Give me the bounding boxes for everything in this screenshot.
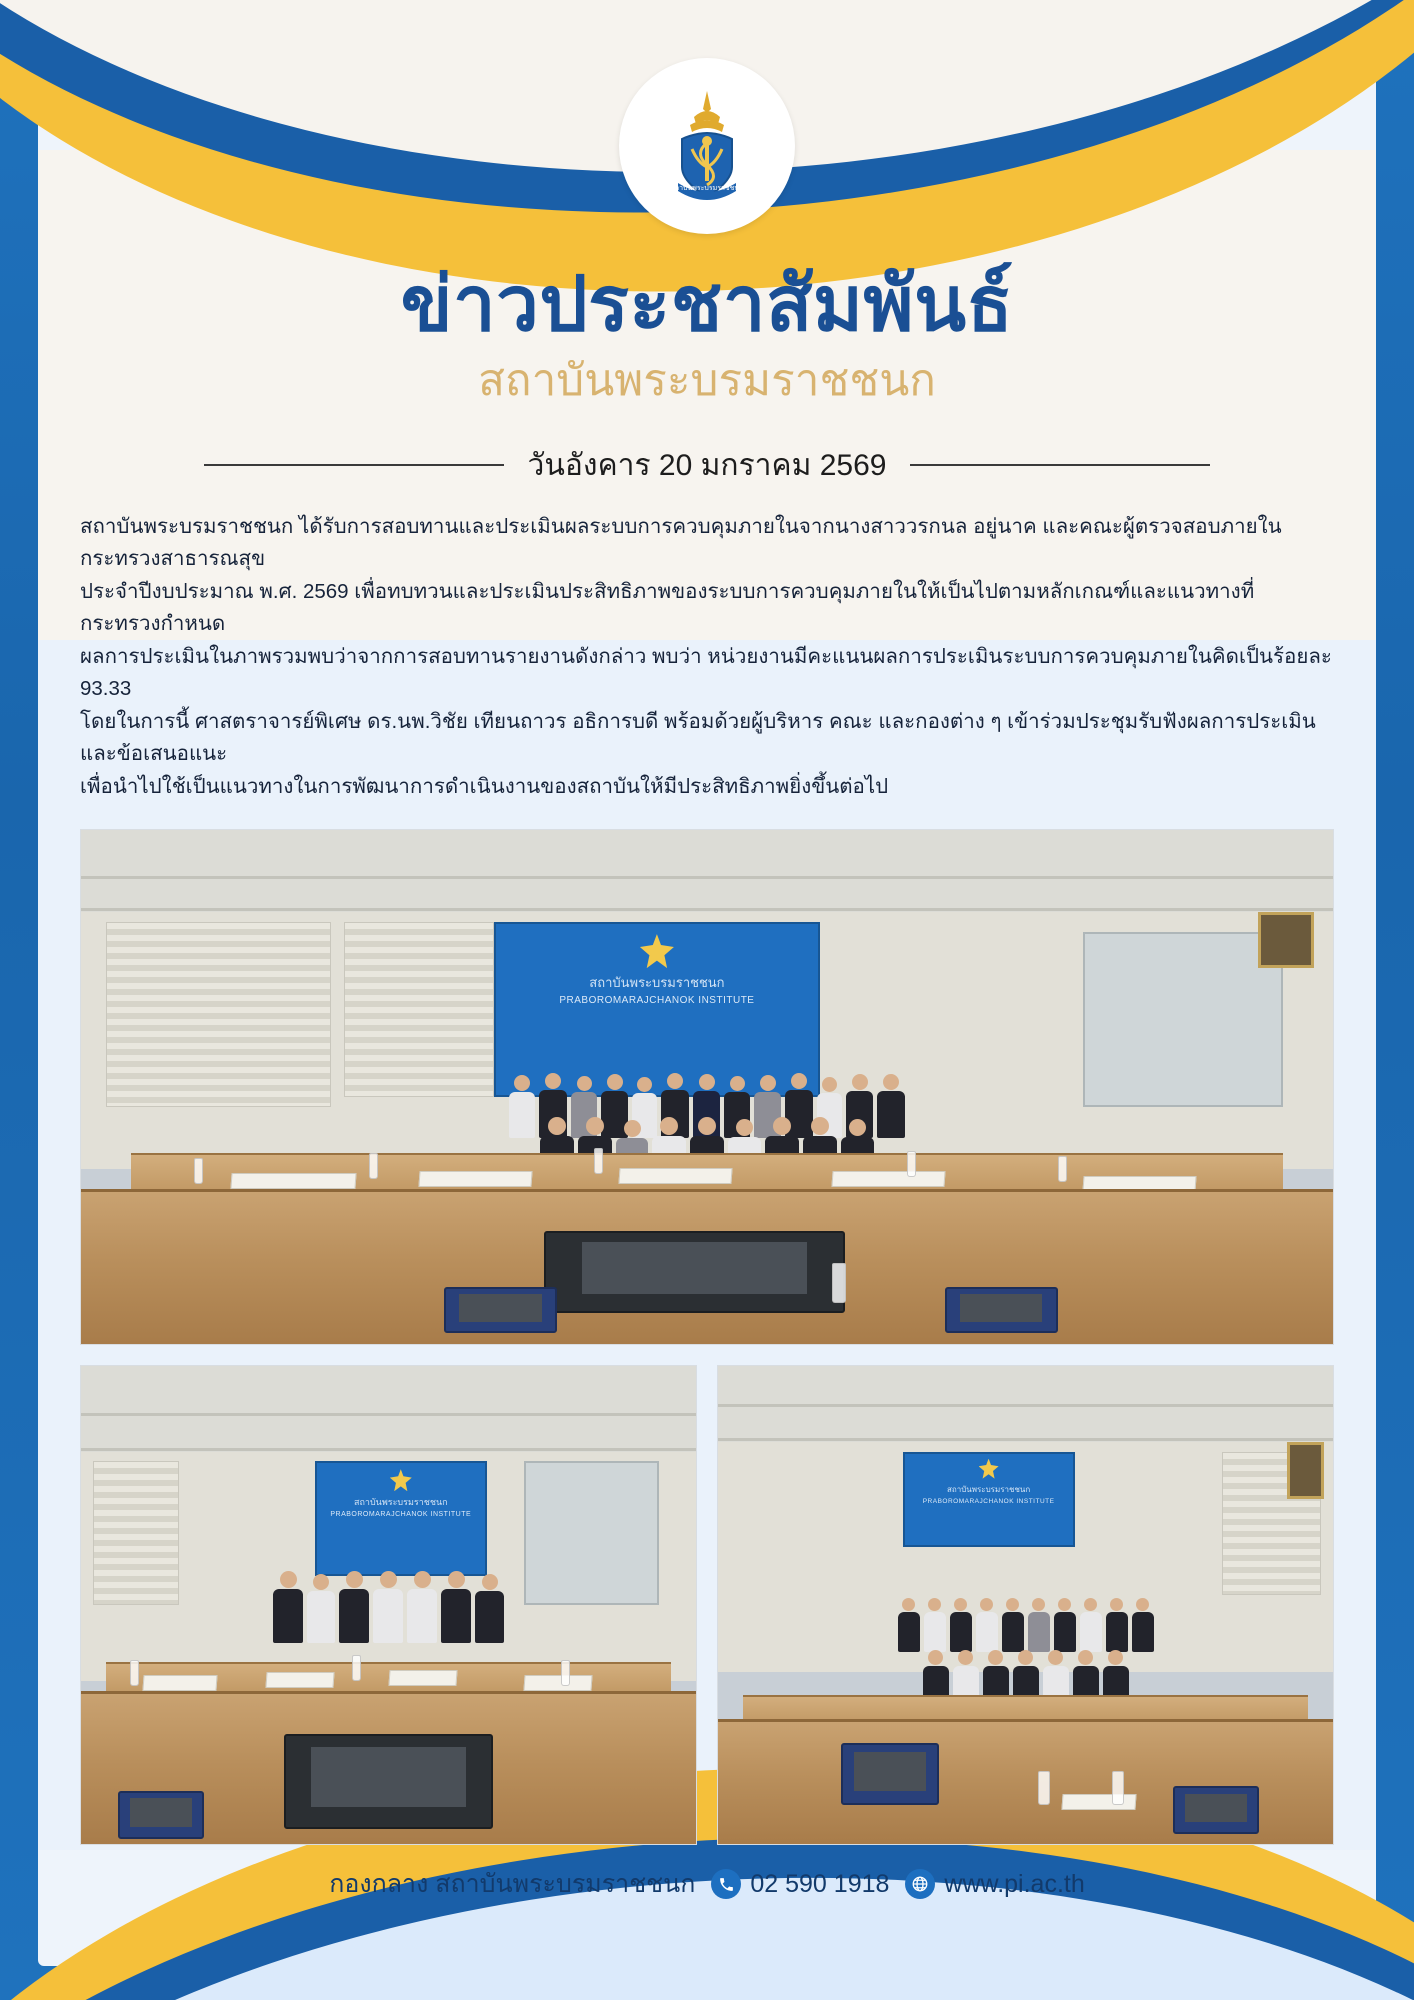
banner-text-en: PRABOROMARAJCHANOK INSTITUTE bbox=[922, 1497, 1055, 1505]
banner-text-th: สถาบันพระบรมราชชนก bbox=[353, 1497, 448, 1508]
globe-icon bbox=[905, 1869, 935, 1899]
banner-text-en: PRABOROMARAJCHANOK INSTITUTE bbox=[559, 995, 755, 1007]
news-line-4: โดยในการนี้ ศาสตราจารย์พิเศษ ดร.นพ.วิชัย เทียนถาวร อธิการบดี พร้อมด้วยผู้บริหาร คณะ และกองต่าง ๆ เข้าร่วมประชุมรับฟังผลการประเมินและข้อเสนอแนะ bbox=[80, 709, 1316, 765]
divider-right bbox=[910, 464, 1210, 466]
news-line-5: เพื่อนำไปใช้เป็นแนวทางในการพัฒนาการดำเนินงานของสถาบันให้มีประสิทธิภาพยิ่งขึ้นต่อไป bbox=[80, 774, 889, 798]
group-photo-main bbox=[80, 829, 1334, 1345]
footer-organization: กองกลาง สถาบันพระบรมราชชนก bbox=[329, 1870, 696, 1898]
news-line-3: ผลการประเมินในภาพรวมพบว่าจากการสอบทานรายงานดังกล่าว พบว่า หน่วยงานมีคะแนนผลการประเมินระบบการควบคุมภายในคิดเป็นร้อยละ 93.33 bbox=[80, 644, 1332, 700]
date-row bbox=[38, 442, 1376, 489]
poster-content bbox=[38, 0, 1376, 1845]
footer-contact-bar bbox=[0, 1864, 1414, 1904]
news-line-2: ประจำปีงบประมาณ พ.ศ. 2569 เพื่อทบทวนและประเมินประสิทธิภาพของระบบการควบคุมภายในให้เป็นไปตามหลักเกณฑ์และแนวทางที่กระทรวงกำหนด bbox=[80, 579, 1255, 635]
banner-text-th: สถาบันพระบรมราชชนก bbox=[589, 975, 725, 991]
banner-text-th: สถาบันพระบรมราชชนก bbox=[946, 1484, 1031, 1494]
news-body bbox=[80, 511, 1334, 803]
svg-text:สถาบันพระบรมราชชนก: สถาบันพระบรมราชชนก bbox=[670, 184, 744, 192]
footer-phone-number: 02 590 1918 bbox=[750, 1869, 890, 1898]
divider-left bbox=[204, 464, 504, 466]
page-title: ข่าวประชาสัมพันธ์ bbox=[400, 262, 1014, 347]
publish-date: วันอังคาร 20 มกราคม 2569 bbox=[527, 448, 887, 482]
phone-icon bbox=[711, 1869, 741, 1899]
footer-website-url: www.pi.ac.th bbox=[944, 1869, 1085, 1898]
banner-text-en: PRABOROMARAJCHANOK INSTITUTE bbox=[330, 1511, 472, 1519]
footer-website[interactable] bbox=[905, 1869, 1084, 1899]
photo-gallery bbox=[80, 829, 1334, 1845]
footer-phone[interactable] bbox=[711, 1869, 889, 1899]
group-photo-right bbox=[717, 1365, 1334, 1845]
group-photo-left bbox=[80, 1365, 697, 1845]
page-subtitle: สถาบันพระบรมราชชนก bbox=[478, 356, 936, 406]
news-line-1: สถาบันพระบรมราชชนก ได้รับการสอบทานและประเมินผลระบบการควบคุมภายในจากนางสาววรกนล อยู่นาค และคณะผู้ตรวจสอบภายใน กระทรวงสาธารณสุข bbox=[80, 514, 1282, 570]
